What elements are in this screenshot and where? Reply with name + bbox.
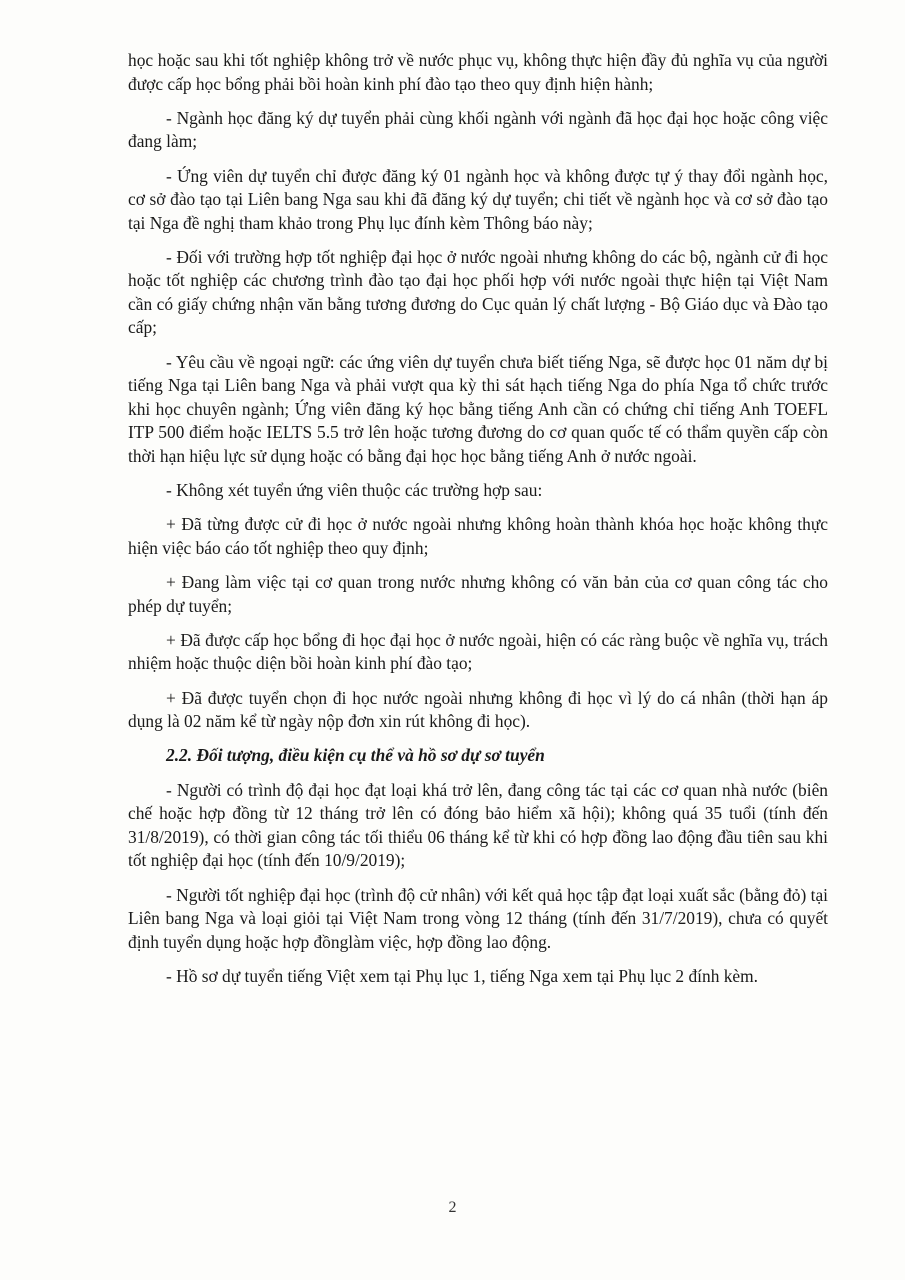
paragraph-exclusion-3: + Đã được cấp học bổng đi học đại học ở nước ngoài, hiện có các ràng buộc về nghĩa vụ, trách nhiệm hoặc thuộc diện bồi hoàn kinh phí đào tạo; bbox=[128, 629, 828, 674]
page-number: 2 bbox=[448, 1199, 457, 1216]
paragraph-foreign-degree: - Đối với trường hợp tốt nghiệp đại học ở nước ngoài nhưng không do các bộ, ngành cử đi học hoặc tốt nghiệp các chương trình đào tạo đại học phối hợp với nước ngoài thực hiện tại Việt Nam cần có giấy chứng nhận văn bằng tương đương do Cục quản lý chất lượng - Bộ Giáo dục và Đào tạo cấp; bbox=[128, 246, 828, 338]
paragraph-eligibility-employed: - Người có trình độ đại học đạt loại khá trở lên, đang công tác tại các cơ quan nhà nước (biên chế hoặc hợp đồng từ 12 tháng trở lên có đóng bảo hiểm xã hội); không quá 35 tuổi (tính đến 31/8/2019), có thời gian công tác tối thiểu 06 tháng kể từ khi có hợp đồng lao động đầu tiên sau khi tốt nghiệp đại học (tính đến 10/9/2019); bbox=[128, 779, 828, 871]
paragraph-exclusions: - Không xét tuyển ứng viên thuộc các trường hợp sau: bbox=[166, 479, 543, 500]
paragraph-exclusion-1: + Đã từng được cử đi học ở nước ngoài nhưng không hoàn thành khóa học hoặc không thực hiện việc báo cáo tốt nghiệp theo quy định; bbox=[128, 514, 828, 558]
paragraph-single-major: - Ứng viên dự tuyển chỉ được đăng ký 01 ngành học và không được tự ý thay đổi ngành học, cơ sở đào tạo tại Liên bang Nga sau khi đã đăng ký dự tuyển; chi tiết về ngành học và cơ sở đào tạo tại Nga đề nghị tham khảo trong Phụ lục đính kèm Thông báo này; bbox=[128, 165, 828, 233]
paragraph-language-requirement: - Yêu cầu về ngoại ngữ: các ứng viên dự tuyển chưa biết tiếng Nga, sẽ được học 01 năm dự bị tiếng Nga tại Liên bang Nga và phải vượt qua kỳ thi sát hạch tiếng Nga do phía Nga tổ chức trước khi học chuyên ngành; Ứng viên đăng ký học bằng tiếng Anh cần có chứng chỉ tiếng Anh TOEFL ITP 500 điểm hoặc IELTS 5.5 trở lên hoặc tương đương do cơ quan quốc tế có thẩm quyền cấp còn thời hạn hiệu lực sử dụng hoặc có bằng đại học học bằng tiếng Anh ở nước ngoài. bbox=[128, 351, 828, 466]
paragraph-exclusion-4: + Đã được tuyển chọn đi học nước ngoài nhưng không đi học vì lý do cá nhân (thời hạn áp dụng là 02 năm kể từ ngày nộp đơn xin rút không đi học). bbox=[128, 687, 828, 732]
body-text bbox=[128, 49, 828, 999]
paragraph-field-of-study: - Ngành học đăng ký dự tuyển phải cùng khối ngành với ngành đã học đại học hoặc công việc đang làm; bbox=[128, 107, 828, 152]
section-heading: 2.2. Đối tượng, điều kiện cụ thể và hồ sơ dự sơ tuyển bbox=[166, 745, 545, 766]
paragraph-exclusion-2: + Đang làm việc tại cơ quan trong nước nhưng không có văn bản của cơ quan công tác cho phép dự tuyển; bbox=[128, 572, 828, 616]
paragraph-eligibility-graduates: - Người tốt nghiệp đại học (trình độ cử nhân) với kết quả học tập đạt loại xuất sắc (bằng đỏ) tại Liên bang Nga và loại giỏi tại Việt Nam trong vòng 12 tháng (tính đến 31/7/2019), chưa có quyết định tuyển dụng hoặc hợp đồnglàm việc, hợp đồng lao động. bbox=[128, 884, 828, 952]
paragraph-continuation: học hoặc sau khi tốt nghiệp không trở về nước phục vụ, không thực hiện đầy đủ nghĩa vụ của người được cấp học bổng phải bồi hoàn kinh phí đào tạo theo quy định hiện hành; bbox=[128, 50, 828, 94]
paragraph-application-files: - Hồ sơ dự tuyển tiếng Việt xem tại Phụ lục 1, tiếng Nga xem tại Phụ lục 2 đính kèm. bbox=[166, 965, 759, 986]
